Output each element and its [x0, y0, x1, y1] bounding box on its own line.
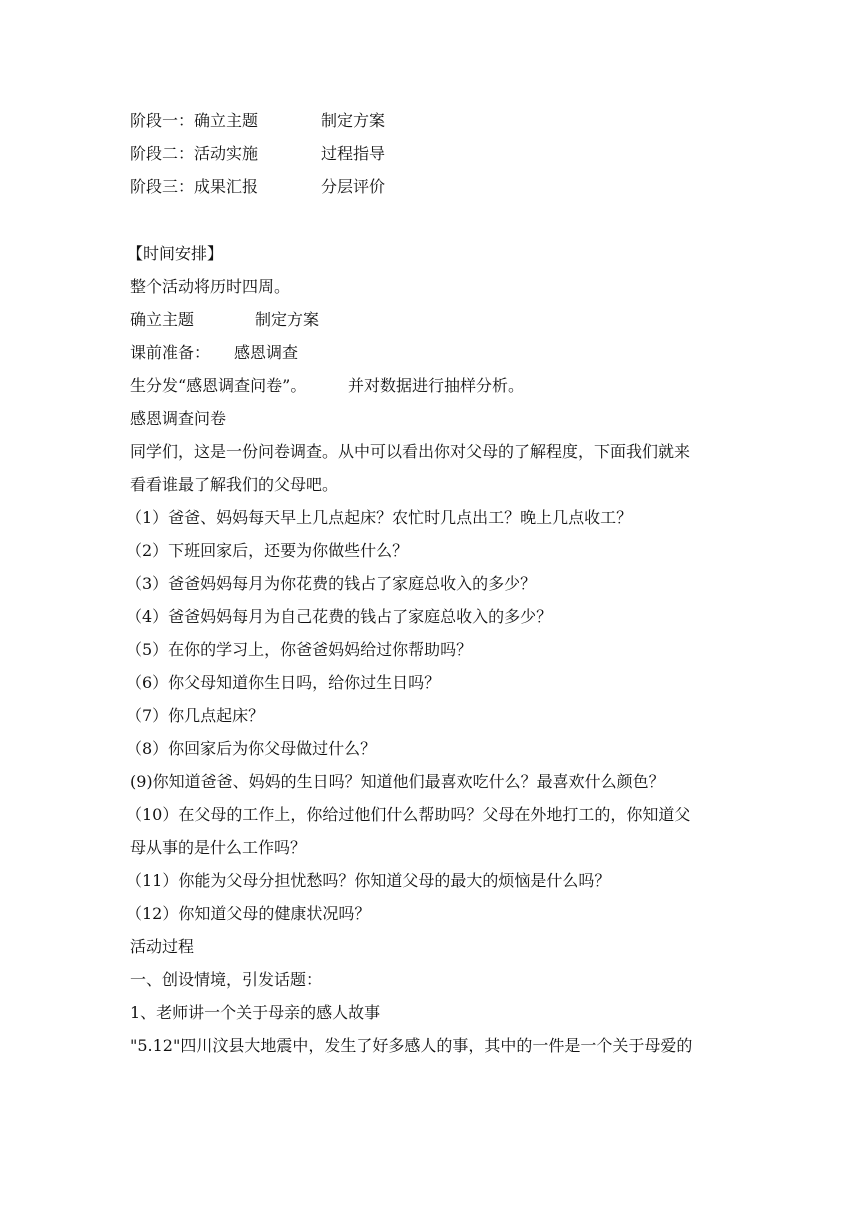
phase-row-2: [130, 143, 386, 165]
prep-task: 感恩调查: [234, 343, 299, 362]
phase-label: 阶段三：成果汇报: [130, 177, 259, 196]
phase-task: 过程指导: [321, 144, 386, 163]
survey-question-12: （12）你知道父母的健康状况吗？: [126, 904, 371, 923]
step-task: 制定方案: [255, 310, 320, 329]
survey-intro-line-1: 同学们，这是一份问卷调查。从中可以看出你对父母的了解程度，下面我们就来: [130, 442, 691, 461]
distribute-text-b: 并对数据进行抽样分析。: [348, 376, 525, 395]
survey-question-9: (9)你知道爸爸、妈妈的生日吗？知道他们最喜欢吃什么？最喜欢什么颜色？: [130, 772, 665, 791]
process-item-1: 1、老师讲一个关于母亲的感人故事: [130, 1003, 381, 1022]
phase-task: 制定方案: [321, 111, 386, 130]
survey-question-3: （3）爸爸妈妈每月为你花费的钱占了家庭总收入的多少？: [126, 574, 537, 593]
phase-label: 阶段一：确立主题: [130, 111, 259, 130]
prep-label: 课前准备：: [130, 343, 211, 362]
process-title: 活动过程: [130, 937, 195, 956]
process-story-line-1: "5.12"四川汶县大地震中，发生了好多感人的事，其中的一件是一个关于母爱的: [130, 1036, 693, 1055]
phase-row-1: [130, 110, 386, 132]
survey-question-1: （1）爸爸、妈妈每天早上几点起床？农忙时几点出工？晚上几点收工？: [126, 508, 633, 527]
schedule-heading: 【时间安排】: [127, 244, 224, 263]
phase-label: 阶段二：活动实施: [130, 144, 259, 163]
survey-question-5: （5）在你的学习上，你爸爸妈妈给过你帮助吗？: [126, 640, 473, 659]
step-label: 确立主题: [130, 310, 195, 329]
phase-row-3: [130, 176, 386, 198]
survey-question-8: （8）你回家后为你父母做过什么？: [126, 739, 377, 758]
process-section-1: 一、创设情境，引发话题：: [130, 970, 323, 989]
survey-question-10-line-2: 母从事的是什么工作吗？: [130, 838, 307, 857]
survey-question-11: （11）你能为父母分担忧愁吗？你知道父母的最大的烦恼是什么吗？: [126, 871, 611, 890]
survey-title: 感恩调查问卷: [130, 409, 227, 428]
survey-question-4: （4）爸爸妈妈每月为自己花费的钱占了家庭总收入的多少？: [126, 607, 553, 626]
survey-question-2: （2）下班回家后，还要为你做些什么？: [126, 541, 409, 560]
survey-question-6: （6）你父母知道你生日吗，给你过生日吗？: [126, 673, 441, 692]
schedule-step-row: [130, 309, 320, 331]
distribute-text-a: 生分发“感恩调查问卷”。: [130, 376, 307, 395]
phase-task: 分层评价: [321, 177, 386, 196]
survey-intro-line-2: 看看谁最了解我们的父母吧。: [130, 475, 339, 494]
survey-question-10-line-1: （10）在父母的工作上，你给过他们什么帮助吗？父母在外地打工的，你知道父: [126, 805, 691, 824]
survey-question-7: （7）你几点起床？: [126, 706, 265, 725]
schedule-distribute-row: [130, 375, 525, 397]
schedule-duration: 整个活动将历时四周。: [130, 277, 291, 296]
schedule-prep-row: [130, 342, 299, 364]
